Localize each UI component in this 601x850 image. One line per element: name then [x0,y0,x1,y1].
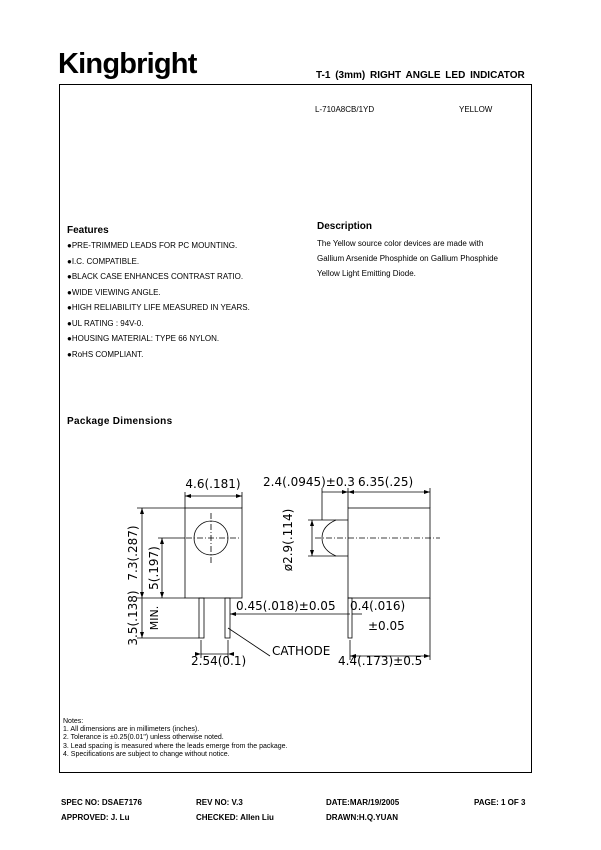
package-dimensions-heading: Package Dimensions [67,416,173,427]
cathode-label: CATHODE [272,644,331,658]
lead-left [199,598,204,638]
feature-item: ●I.C. COMPATIBLE. [67,256,140,266]
dim-depth: 6.35(.25) [358,475,414,489]
dim-diameter: ø2.9(.114) [281,508,295,572]
feature-item: ●PRE-TRIMMED LEADS FOR PC MOUNTING. [67,241,238,250]
note-item: 1. All dimensions are in millimeters (inches). [63,726,200,734]
note-item: 2. Tolerance is ±0.25(0.01") unless otherwise noted. [63,734,224,742]
description-heading: Description [317,221,373,232]
package-drawing [100,468,460,683]
emitting-color: YELLOW [459,105,493,114]
features-list [67,241,250,365]
feature-item: ●RoHS COMPLIANT. [67,349,144,359]
lead-right [225,598,230,638]
note-item: 4. Specifications are subject to change without notice. [63,750,230,758]
dim-lead-width: 0.45(.018)±0.05 [236,599,336,613]
footer-date: DATE:MAR/19/2005 [326,798,400,807]
footer-approved: APPROVED: J. Lu [61,813,130,822]
description-line: Gallium Arsenide Phosphide on Gallium Phosphide [317,254,498,264]
brand-logo: Kingbright [58,48,197,80]
footer-spec-no: SPEC NO: DSAE7176 [61,798,142,807]
dim-lead-length: 3.5(.138) [126,590,140,646]
note-item: 3. Lead spacing is measured where the leads emerge from the package. [63,742,288,750]
notes-block [63,718,288,759]
dim-min-label: MIN. [148,605,161,631]
features-heading: Features [67,225,109,236]
notes-title: Notes: [63,718,84,725]
feature-item: ●BLACK CASE ENHANCES CONTRAST RATIO. [67,272,244,281]
dim-lead-thickness: 0.4(.016) [350,599,406,613]
dim-center-height: 5(.197) [147,546,161,590]
feature-item: ●UL RATING : 94V-0. [67,318,144,328]
side-view-body [348,508,430,598]
dim-pitch: 2.4(.0945)±0.3 [263,475,355,489]
dim-lead-spacing: 2.54(0.1) [191,654,247,668]
feature-item: ●HIGH RELIABILITY LIFE MEASURED IN YEARS. [67,303,250,312]
dim-offset: 4.4(.173)±0.5 [338,654,423,668]
footer-rev-no: REV NO: V.3 [196,798,243,807]
footer-drawn: DRAWN:H.Q.YUAN [326,813,398,822]
dim-height: 7.3(.287) [126,525,140,581]
dim-lead-thickness-tol: ±0.05 [368,619,405,633]
footer-checked: CHECKED: Allen Liu [196,813,274,822]
part-number: L-710A8CB/1YD [315,105,375,114]
description-line: The Yellow source color devices are made with [317,239,484,248]
document-title: T-1 (3mm) RIGHT ANGLE LED INDICATOR [316,70,525,81]
footer-page: PAGE: 1 OF 3 [474,798,526,807]
description-line: Yellow Light Emitting Diode. [317,269,416,279]
feature-item: ●WIDE VIEWING ANGLE. [67,287,161,297]
description-body [317,236,527,282]
dim-width: 4.6(.181) [185,477,241,491]
feature-item: ●HOUSING MATERIAL: TYPE 66 NYLON. [67,334,220,343]
